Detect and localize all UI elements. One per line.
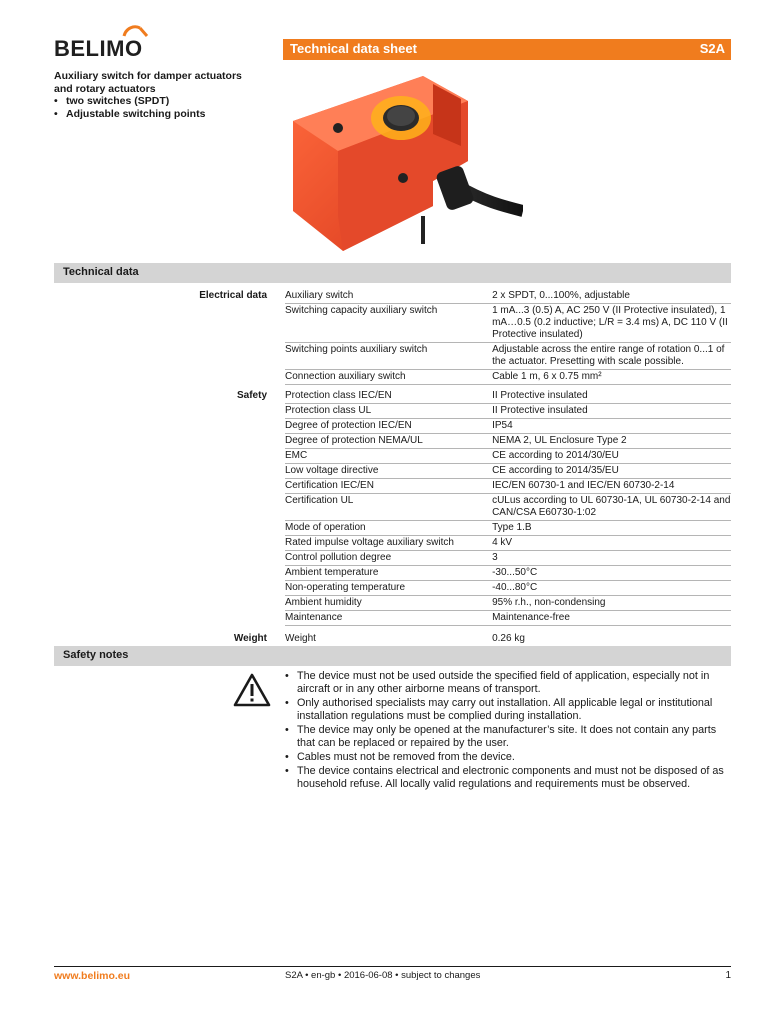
brand-name: BELIMO <box>54 36 143 61</box>
param-name: Certification UL <box>285 494 490 521</box>
table-row <box>54 551 731 566</box>
table-row <box>54 289 731 304</box>
param-value: 2 x SPDT, 0...100%, adjustable <box>490 289 731 304</box>
auxiliary-switch-photo <box>283 66 523 256</box>
param-name: Rated impulse voltage auxiliary switch <box>285 536 490 551</box>
product-image <box>283 66 523 256</box>
product-code: S2A <box>699 41 725 56</box>
category-label: Weight <box>233 633 267 644</box>
param-name: Protection class UL <box>285 404 490 419</box>
param-value: CE according to 2014/30/EU <box>490 449 731 464</box>
table-row <box>54 389 731 404</box>
list-item: • The device may only be opened at the manufacturer’s site. It does not contain any parts that can be replaced or repaired by the user. <box>284 724 731 750</box>
param-name: Non-operating temperature <box>285 581 490 596</box>
param-value: Adjustable across the entire range of rotation 0...1 of the actuator. Presetting with scale possible. <box>490 343 731 370</box>
param-value: -30...50°C <box>490 566 731 581</box>
category-label: Safety <box>236 390 267 401</box>
product-intro <box>54 70 279 120</box>
param-value: NEMA 2, UL Enclosure Type 2 <box>490 434 731 449</box>
table-row <box>54 479 731 494</box>
footer-website-link[interactable]: www.belimo.eu <box>54 970 131 982</box>
footer-divider <box>54 966 731 967</box>
table-row <box>54 419 731 434</box>
technical-data-table <box>54 289 731 646</box>
safety-notes-list <box>284 670 731 792</box>
table-row <box>54 611 731 626</box>
category-label: Electrical data <box>199 290 267 301</box>
param-value: Type 1.B <box>490 521 731 536</box>
param-name: Connection auxiliary switch <box>285 370 490 385</box>
param-name: Protection class IEC/EN <box>285 389 490 404</box>
param-name: Mode of operation <box>285 521 490 536</box>
param-name: Switching points auxiliary switch <box>285 343 490 370</box>
param-name: Control pollution degree <box>285 551 490 566</box>
section-technical-data <box>54 263 731 283</box>
param-value: Cable 1 m, 6 x 0.75 mm² <box>490 370 731 385</box>
list-item: • Cables must not be removed from the device. <box>284 751 731 764</box>
section-title: Safety notes <box>63 649 129 661</box>
warning-triangle-icon <box>233 673 271 707</box>
param-name: Certification IEC/EN <box>285 479 490 494</box>
list-item: • The device must not be used outside the specified field of application, especially not in aircraft or in any other airborne means of transport. <box>284 670 731 696</box>
param-name: EMC <box>285 449 490 464</box>
param-value: IP54 <box>490 419 731 434</box>
param-name: Ambient temperature <box>285 566 490 581</box>
param-value: 1 mA...3 (0.5) A, AC 250 V (II Protective insulated), 1 mA…0.5 (0.2 inductive; L/R = 3.4 ms) A, DC 110 V (II Protective insulated) <box>490 304 731 343</box>
param-value: 95% r.h., non-condensing <box>490 596 731 611</box>
table-row <box>54 494 731 521</box>
page-number: 1 <box>725 970 731 981</box>
table-row <box>54 343 731 370</box>
table-row <box>54 434 731 449</box>
param-name: Switching capacity auxiliary switch <box>285 304 490 343</box>
param-value: IEC/EN 60730-1 and IEC/EN 60730-2-14 <box>490 479 731 494</box>
header-bar <box>283 39 731 60</box>
table-row <box>54 464 731 479</box>
belimo-logo <box>54 22 158 66</box>
intro-bullet: • two switches (SPDT) <box>54 95 279 108</box>
section-safety-notes <box>54 646 731 666</box>
footer-document-info: S2A • en-gb • 2016-06-08 • subject to changes <box>285 970 481 981</box>
param-value: CE according to 2014/35/EU <box>490 464 731 479</box>
intro-title-line2: and rotary actuators <box>54 82 156 95</box>
table-row <box>54 596 731 611</box>
param-name: Auxiliary switch <box>285 289 490 304</box>
table-row <box>54 370 731 385</box>
param-value: 4 kV <box>490 536 731 551</box>
param-name: Degree of protection NEMA/UL <box>285 434 490 449</box>
list-item: • The device contains electrical and electronic components and must not be disposed of as household refuse. All locally valid regulations and requirements must be observed. <box>284 765 731 791</box>
param-value: cULus according to UL 60730-1A, UL 60730-2-14 and CAN/CSA E60730-1:02 <box>490 494 731 521</box>
table-row <box>54 521 731 536</box>
param-value: II Protective insulated <box>490 404 731 419</box>
param-name: Ambient humidity <box>285 596 490 611</box>
param-name: Weight <box>285 633 316 644</box>
param-name: Degree of protection IEC/EN <box>285 419 490 434</box>
param-value: -40...80°C <box>490 581 731 596</box>
param-value: 0.26 kg <box>492 633 525 644</box>
table-row <box>54 536 731 551</box>
intro-bullet: • Adjustable switching points <box>54 108 279 121</box>
param-value: Maintenance-free <box>490 611 731 626</box>
table-row <box>54 449 731 464</box>
table-row <box>54 304 731 343</box>
param-value: 3 <box>490 551 731 566</box>
param-name: Maintenance <box>285 611 490 626</box>
page-title: Technical data sheet <box>290 41 417 56</box>
table-row <box>54 404 731 419</box>
param-value: II Protective insulated <box>490 389 731 404</box>
list-item: • Only authorised specialists may carry out installation. All applicable legal or institutional installation regulations must be complied during installation. <box>284 697 731 723</box>
table-row <box>54 566 731 581</box>
intro-title-line1: Auxiliary switch for damper actuators <box>54 70 242 82</box>
section-title: Technical data <box>63 266 139 278</box>
table-row <box>54 581 731 596</box>
table-row <box>54 632 731 646</box>
param-name: Low voltage directive <box>285 464 490 479</box>
